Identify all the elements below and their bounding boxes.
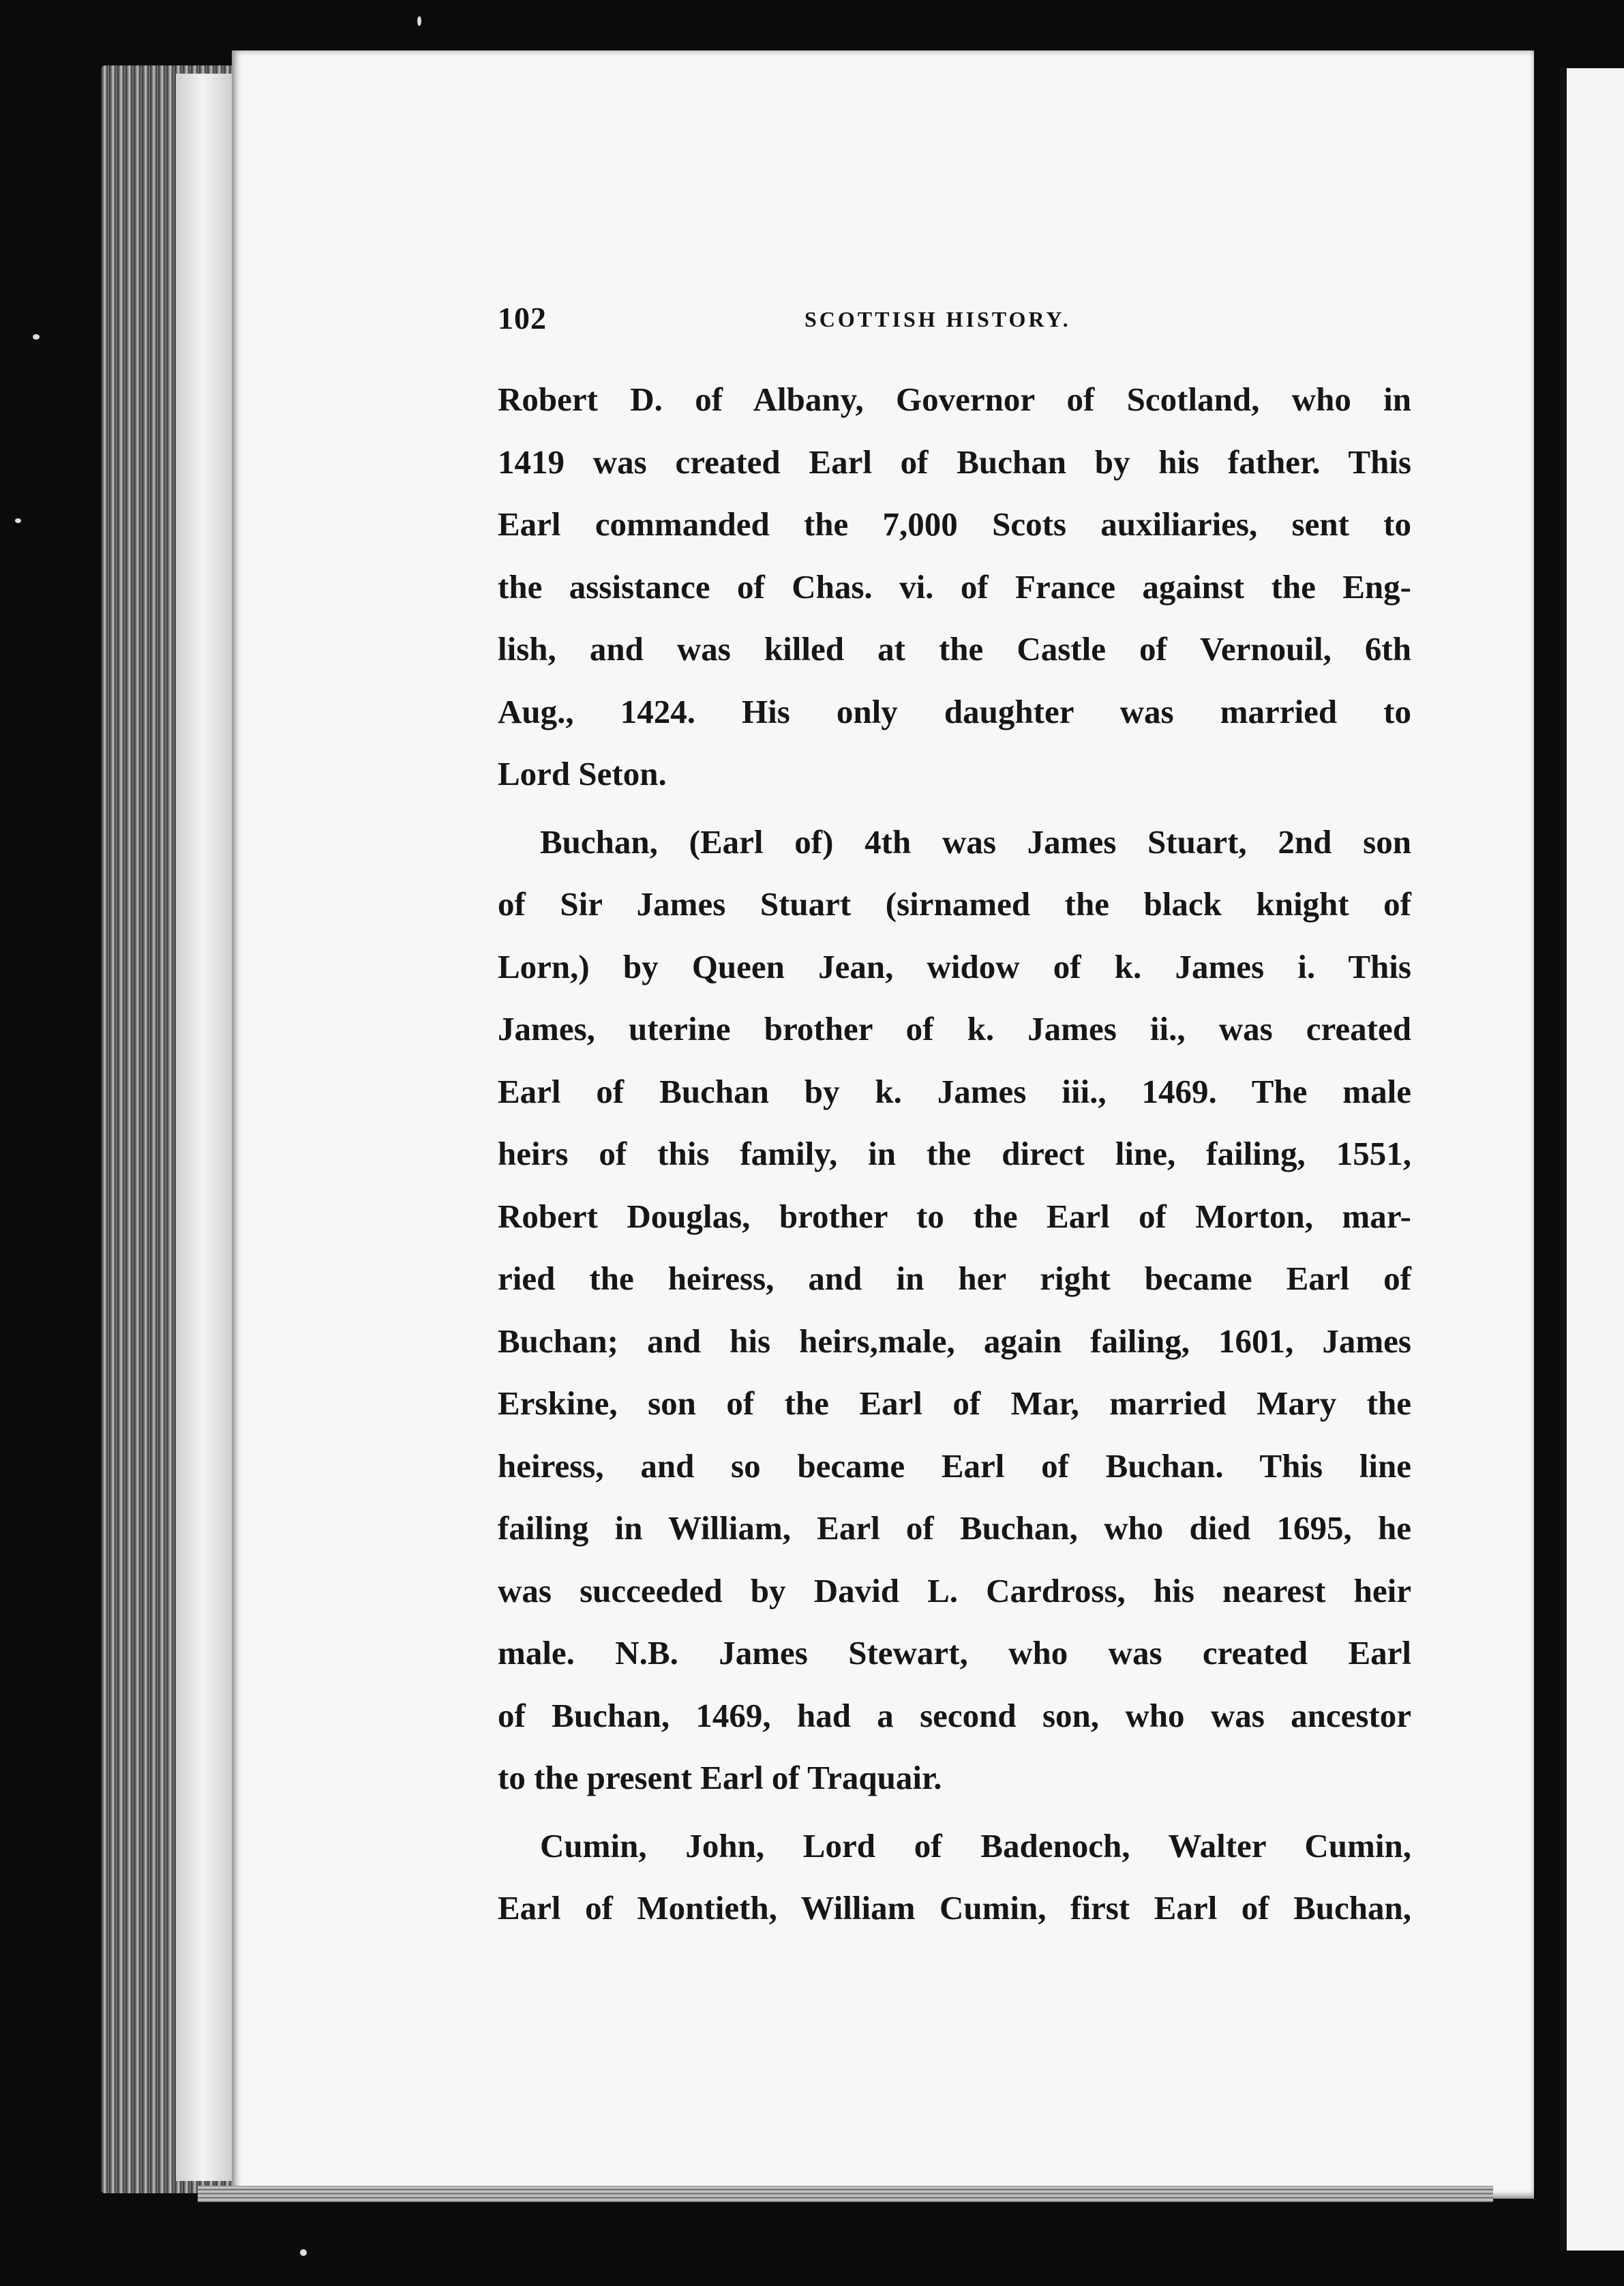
text-line: Robert Douglas, brother to the Earl of Morton, mar-: [498, 1197, 1411, 1235]
text-line: James, uterine brother of k. James ii., was created: [498, 1010, 1411, 1048]
text-line: Earl of Buchan by k. James iii., 1469. The male: [498, 1072, 1411, 1110]
paragraph-gap: [498, 805, 1411, 811]
page-bottom-edge: [198, 2186, 1493, 2202]
text-line: failing in William, Earl of Buchan, who died 1695, he: [498, 1509, 1411, 1547]
paragraph-buchan-earl: [498, 811, 1411, 1809]
text-line: heirs of this family, in the direct line, failing, 1551,: [498, 1135, 1411, 1172]
text-line: heiress, and so became Earl of Buchan. This line: [498, 1446, 1411, 1485]
paragraph-gap: [498, 1809, 1411, 1815]
text-line: Buchan, (Earl of) 4th was James Stuart, 2nd son: [540, 822, 1411, 861]
text-line: Earl of Montieth, William Cumin, first Earl of Buchan,: [498, 1889, 1411, 1927]
running-head: [498, 300, 1439, 341]
running-title: SCOTTISH HISTORY.: [805, 307, 1071, 331]
text-line: Erskine, son of the Earl of Mar, married Mary the: [498, 1384, 1411, 1422]
text-line: Buchan; and his heirs,male, again failing, 1601, James: [498, 1322, 1411, 1360]
scan-speck: [417, 16, 421, 26]
text-line: Cumin, John, Lord of Badenoch, Walter Cumin,: [540, 1826, 1411, 1865]
paragraph-cumin: [498, 1815, 1411, 1940]
paragraph-robert-albany: [498, 368, 1411, 805]
facing-page-sliver: [1560, 68, 1624, 2251]
text-line: lish, and was killed at the Castle of Vernouil, 6th: [498, 630, 1411, 668]
text-line: to the present Earl of Traquair.: [498, 1759, 942, 1796]
text-line: Aug., 1424. His only daughter was married to: [498, 692, 1411, 730]
page-number: 102: [498, 301, 547, 336]
body-text: [498, 368, 1411, 1940]
text-line: the assistance of Chas. vi. of France against the Eng-: [498, 567, 1411, 606]
text-line: Robert D. of Albany, Governor of Scotland, who in: [498, 381, 1411, 418]
text-line: Earl commanded the 7,000 Scots auxiliaries, sent to: [498, 505, 1411, 543]
text-line: of Buchan, 1469, had a second son, who was ancestor: [498, 1696, 1411, 1734]
text-line: ried the heiress, and in her right became Earl of: [498, 1260, 1411, 1297]
text-line: was succeeded by David L. Cardross, his nearest heir: [498, 1571, 1411, 1609]
scan-speck: [33, 334, 40, 340]
text-line: Lorn,) by Queen Jean, widow of k. James i. This: [498, 947, 1411, 985]
scan-speck: [300, 2249, 307, 2256]
text-line: of Sir James Stuart (sirnamed the black knight of: [498, 885, 1411, 923]
text-line: male. N.B. James Stewart, who was created Earl: [498, 1634, 1411, 1672]
text-line: Lord Seton.: [498, 755, 667, 792]
scan-speck: [15, 518, 21, 523]
text-line: 1419 was created Earl of Buchan by his father. This: [498, 443, 1411, 481]
